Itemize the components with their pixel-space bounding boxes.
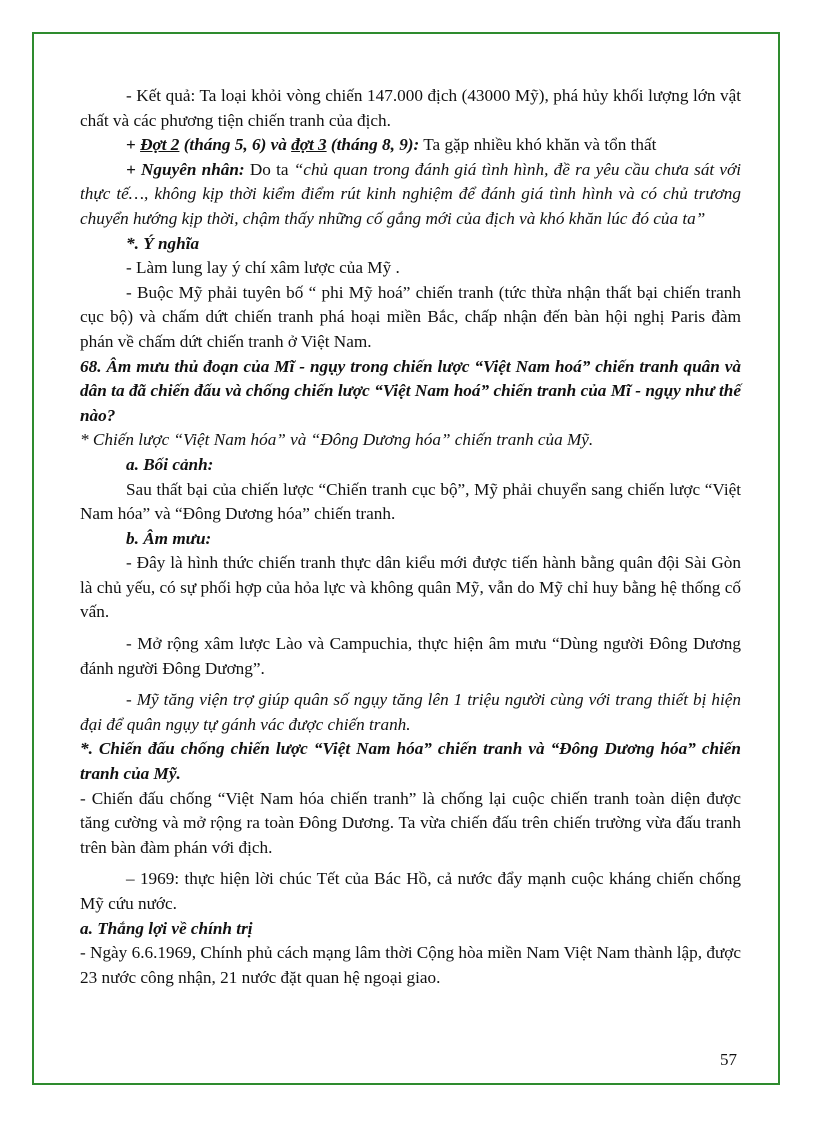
document-body — [80, 84, 741, 990]
context-paragraph: Sau thất bại của chiến lược “Chiến tranh cục bộ”, Mỹ phải chuyển sang chiến lược “Việt Nam hóa” và “Đông Dương hóa” chiến tranh. — [80, 479, 741, 524]
fight-heading: *. Chiến đấu chống chiến lược “Việt Nam hóa” chiến tranh và “Đông Dương hóa” chiến tranh của Mỹ. — [80, 739, 741, 784]
plot-item-2: - Mở rộng xâm lược Lào và Campuchia, thực hiện âm mưu “Dùng người Đông Dương đánh người Đông Dương”. — [80, 634, 741, 678]
cause-label: + Nguyên nhân: — [126, 159, 245, 179]
result-paragraph: - Kết quả: Ta loại khỏi vòng chiến 147.000 địch (43000 Mỹ), phá hủy khối lượng lớn vật chất và các phương tiện chiến tranh của địch. — [80, 86, 741, 130]
phase-3-label: đợt 3 — [291, 135, 327, 155]
fight-paragraph: - Chiến đấu chống “Việt Nam hóa chiến tranh” là chống lại cuộc chiến tranh toàn diện được tăng cường và mở rộng ra toàn Đông Dương. Ta vừa chiến đấu trên chiến trường vừa đấu tranh trên bàn đàm phán với địch. — [80, 788, 741, 857]
meaning-item-1: - Làm lung lay ý chí xâm lược của Mỹ . — [126, 258, 400, 278]
cause-paragraph: + Nguyên nhân: Do ta “chủ quan trong đánh giá tình hình, đề ra yêu cầu chưa sát với thực tế…, không kịp thời kiểm điểm rút kinh nghiệm để đánh giá tình hình và có chủ trương chuyển hướng kịp thời, chậm thấy những cố gắng mới của địch và khó khăn lúc đó của ta” — [80, 159, 742, 228]
political-victory-heading: a. Thắng lợi về chính trị — [80, 918, 253, 938]
strategy-heading: * Chiến lược “Việt Nam hóa” và “Đông Dương hóa” chiến tranh của Mỹ. — [80, 430, 594, 450]
phase-paragraph: + Đợt 2 (tháng 5, 6) và đợt 3 (tháng 8, 9): Ta gặp nhiều khó khăn và tổn thất — [126, 135, 657, 155]
political-victory-paragraph: - Ngày 6.6.1969, Chính phủ cách mạng lâm thời Cộng hòa miền Nam Việt Nam thành lập, được 23 nước công nhận, 21 nước đặt quan hệ ngoại giao. — [80, 943, 741, 987]
phase-2-label: Đợt 2 — [140, 135, 180, 155]
meaning-heading: *. Ý nghĩa — [126, 233, 200, 253]
plot-heading: b. Âm mưu: — [126, 528, 212, 548]
question-68-heading: 68. Âm mưu thủ đoạn của Mĩ - ngụy trong chiến lược “Việt Nam hoá” chiến tranh quân và dân ta đã chiến đấu và chống chiến lược “Việt Nam hoá” chiến tranh của Mĩ - ngụy như thế nào? — [80, 356, 741, 425]
year-1969-paragraph: – 1969: thực hiện lời chúc Tết của Bác Hồ, cả nước đẩy mạnh cuộc kháng chiến chống Mỹ cứu nước. — [80, 869, 741, 913]
plot-item-1: - Đây là hình thức chiến tranh thực dân kiểu mới được tiến hành bằng quân đội Sài Gòn là chủ yếu, có sự phối hợp của hỏa lực và không quân Mỹ, vẫn do Mỹ chỉ huy bằng hệ thống cố vấn. — [80, 553, 741, 622]
meaning-item-2: - Buộc Mỹ phải tuyên bố “ phi Mỹ hoá” chiến tranh (tức thừa nhận thất bại chiến tranh cục bộ) và chấm dứt chiến tranh phá hoại miền Bắc, chấp nhận đến bàn hội nghị Paris đàm phán về chấm dứt chiến tranh ở Việt Nam. — [80, 282, 741, 351]
plot-item-3: - Mỹ tăng viện trợ giúp quân số ngụy tăng lên 1 triệu người cùng với trang thiết bị hiện đại để quân ngụy tự gánh vác được chiến tranh. — [80, 690, 741, 734]
context-heading: a. Bối cảnh: — [126, 454, 214, 474]
page-number: 57 — [720, 1050, 737, 1069]
cause-quote: “chủ quan trong đánh giá tình hình, đề ra yêu cầu chưa sát với thực tế…, không kịp thời kiểm điểm rút kinh nghiệm để đánh giá tình hình và có chủ trương chuyển hướng kịp thời, chậm thấy những cố gắng mới của địch và khó khăn lúc đó của ta” — [80, 159, 742, 228]
